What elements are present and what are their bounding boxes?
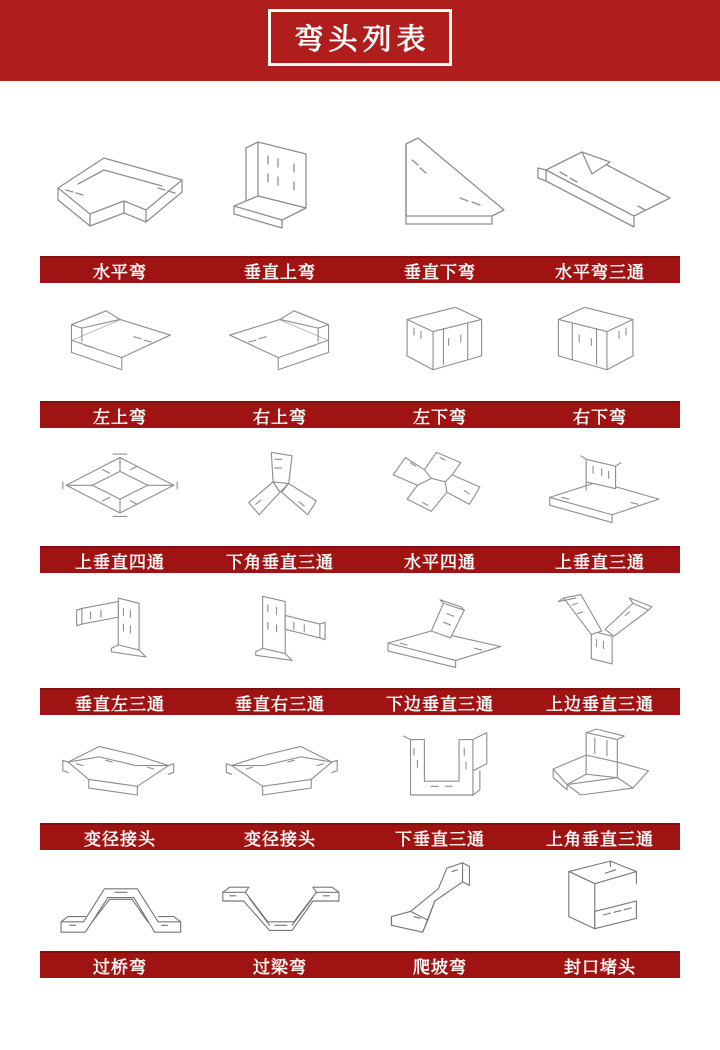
- label-bar-6: [40, 951, 680, 978]
- catalog-cell: [40, 717, 200, 821]
- label-bar-2: [40, 401, 680, 428]
- item-label: 右上弯: [253, 408, 307, 427]
- page-title: 弯头列表: [294, 24, 431, 56]
- catalog-cell: [360, 849, 520, 953]
- catalog-cell: [360, 435, 520, 539]
- catalog-row-4: [40, 573, 680, 715]
- item-label: 上垂直四通: [75, 553, 165, 572]
- catalog-row-5: [40, 715, 680, 850]
- item-label: 下角垂直三通: [226, 553, 334, 572]
- catalog-row-3: [40, 428, 680, 573]
- catalog-cell: [360, 290, 520, 394]
- drawing-up-vertical-cross-icon: [45, 435, 195, 539]
- catalog-cell: [520, 122, 680, 250]
- item-label: 垂直上弯: [244, 263, 316, 282]
- catalog-cell: [40, 435, 200, 539]
- catalog-cell: [200, 579, 360, 683]
- item-label: 水平弯三通: [555, 263, 645, 282]
- drawing-up-vertical-tee-icon: [525, 435, 675, 539]
- item-label: 下边垂直三通: [386, 695, 494, 714]
- label-bar-3: [40, 546, 680, 573]
- catalog-row-6: [40, 850, 680, 978]
- drawing-top-edge-vertical-tee-icon: [525, 579, 675, 683]
- catalog-cell: [40, 849, 200, 953]
- item-label: 垂直左三通: [75, 695, 165, 714]
- label-bar-4: [40, 688, 680, 715]
- catalog-cell: [40, 122, 200, 250]
- catalog-cell: [520, 290, 680, 394]
- drawing-bottom-edge-vertical-tee-icon: [365, 579, 515, 683]
- label-bar-5: [40, 823, 680, 850]
- item-label: 右下弯: [573, 408, 627, 427]
- catalog-cell: [520, 849, 680, 953]
- drawings-row-5: [40, 715, 680, 823]
- item-label: 上垂直三通: [555, 553, 645, 572]
- item-label: 过梁弯: [253, 958, 307, 977]
- drawing-vertical-up-elbow-icon: [200, 122, 360, 250]
- item-label: 下垂直三通: [395, 830, 485, 849]
- drawing-down-vertical-tee-icon: [365, 717, 515, 821]
- label-bar-1: [40, 256, 680, 283]
- item-label: 上边垂直三通: [546, 695, 654, 714]
- catalog-row-1: [40, 81, 680, 283]
- drawing-horizontal-elbow-icon: [40, 122, 200, 250]
- drawings-row-3: [40, 428, 680, 546]
- item-label: 垂直下弯: [404, 263, 476, 282]
- catalog-cell: [200, 435, 360, 539]
- drawing-vertical-right-tee-icon: [205, 579, 355, 683]
- item-label: 左上弯: [93, 408, 147, 427]
- catalog-cell: [200, 849, 360, 953]
- drawing-end-cap-icon: [525, 849, 675, 953]
- drawings-row-4: [40, 573, 680, 688]
- item-label: 垂直右三通: [235, 695, 325, 714]
- catalog-row-2: [40, 283, 680, 428]
- drawing-reducer-joint-icon: [45, 717, 195, 821]
- drawing-left-up-elbow-icon: [45, 290, 195, 394]
- item-label: 水平弯: [93, 263, 147, 282]
- drawing-horizontal-cross-icon: [365, 435, 515, 539]
- catalog-cell: [520, 579, 680, 683]
- item-label: 变径接头: [244, 830, 316, 849]
- item-label: 上角垂直三通: [546, 830, 654, 849]
- drawing-down-corner-vertical-tee-icon: [205, 435, 355, 539]
- catalog-cell: [520, 717, 680, 821]
- title-banner: [0, 0, 720, 81]
- drawing-right-up-elbow-icon: [205, 290, 355, 394]
- item-label: 水平四通: [404, 553, 476, 572]
- item-label: 左下弯: [413, 408, 467, 427]
- drawing-right-down-elbow-icon: [525, 290, 675, 394]
- drawing-top-corner-vertical-tee-icon: [525, 717, 675, 821]
- drawings-row-6: [40, 850, 680, 951]
- item-label: 过桥弯: [93, 958, 147, 977]
- drawing-vertical-down-elbow-icon: [360, 122, 520, 250]
- drawings-row-1: [40, 81, 680, 256]
- catalog-cell: [360, 122, 520, 250]
- catalog-cell: [200, 717, 360, 821]
- drawing-beam-crossing-elbow-icon: [205, 849, 355, 953]
- item-label: 变径接头: [84, 830, 156, 849]
- drawing-climbing-elbow-icon: [365, 849, 515, 953]
- item-label: 爬坡弯: [413, 958, 467, 977]
- catalog-cell: [360, 579, 520, 683]
- drawing-bridge-elbow-icon: [45, 849, 195, 953]
- drawing-vertical-left-tee-icon: [45, 579, 195, 683]
- catalog-cell: [200, 290, 360, 394]
- drawing-reducer-joint-icon: [205, 717, 355, 821]
- catalog-cell: [40, 579, 200, 683]
- title-box: [268, 9, 452, 66]
- catalog-cell: [520, 435, 680, 539]
- drawings-row-2: [40, 283, 680, 401]
- drawing-horizontal-elbow-tee-icon: [520, 122, 680, 250]
- catalog-cell: [40, 290, 200, 394]
- catalog-cell: [200, 122, 360, 250]
- item-label: 封口堵头: [564, 958, 636, 977]
- catalog-cell: [360, 717, 520, 821]
- drawing-left-down-elbow-icon: [365, 290, 515, 394]
